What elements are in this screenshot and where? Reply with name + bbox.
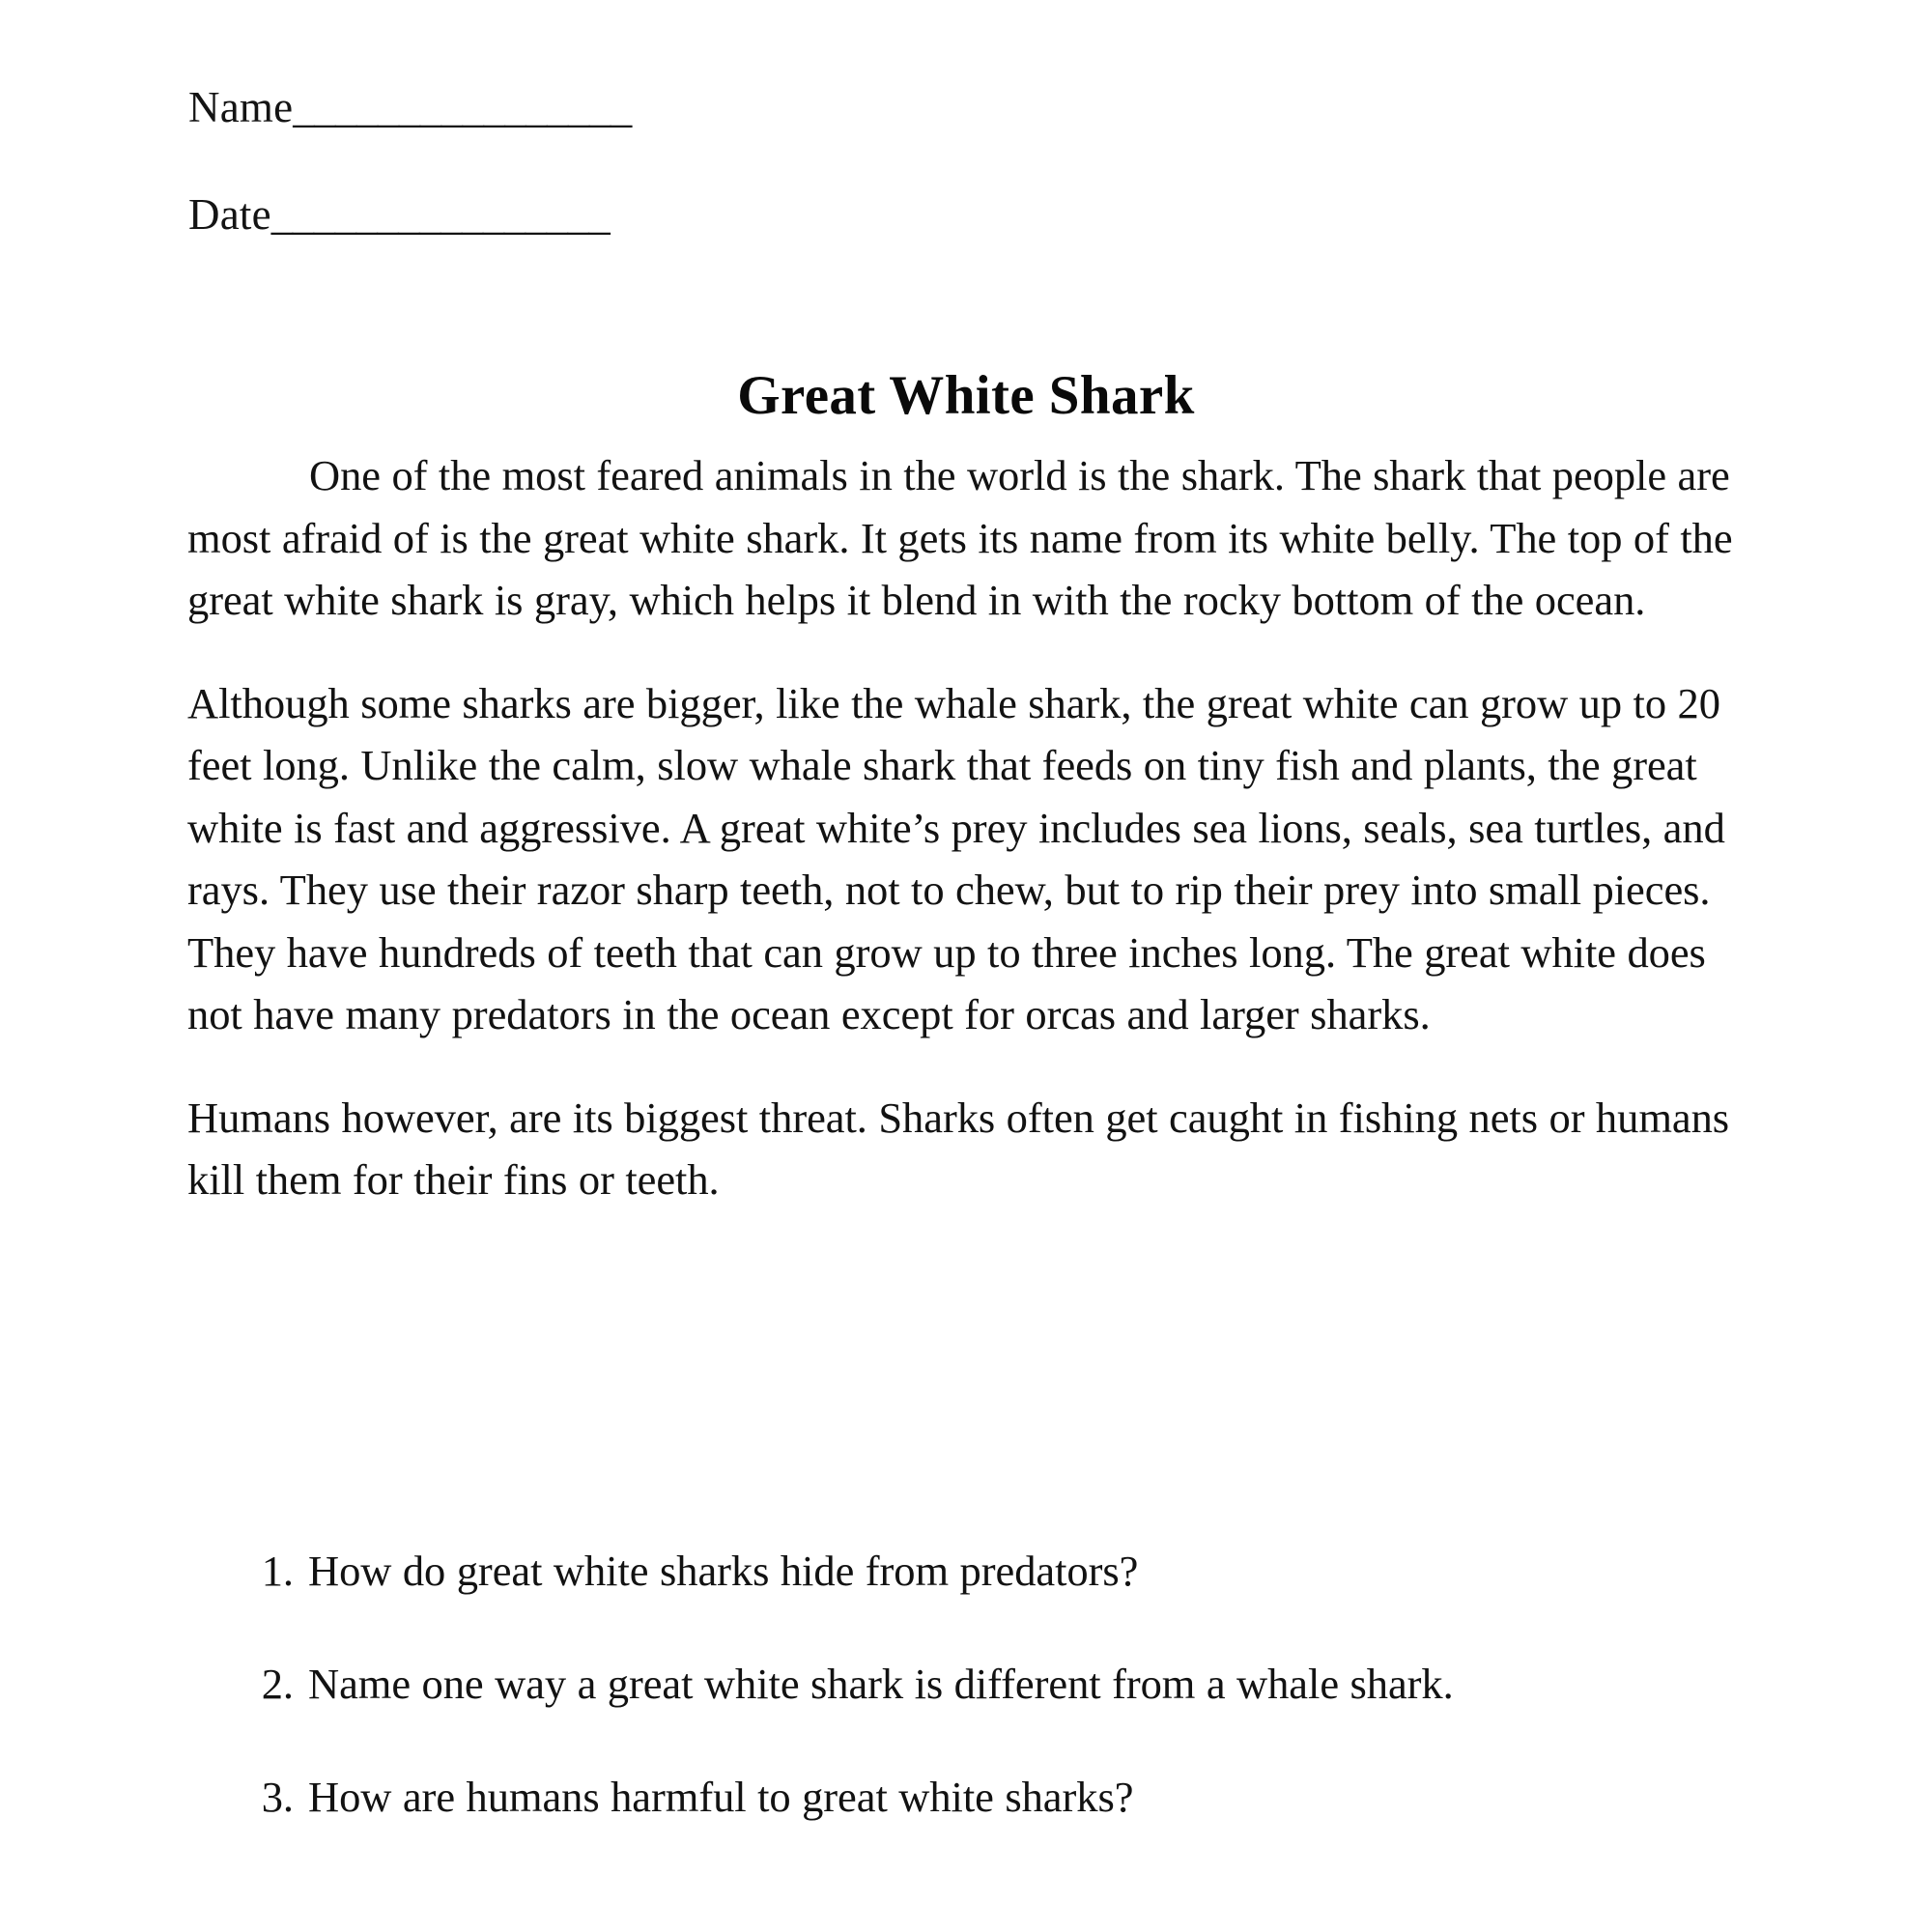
question-text: Name one way a great white shark is different from a whale shark. <box>308 1660 1454 1708</box>
name-label: Name <box>188 83 294 131</box>
list-item <box>187 1542 1830 1600</box>
question-text: How do great white sharks hide from predators? <box>308 1547 1139 1595</box>
question-list <box>187 1542 1830 1826</box>
student-info-block <box>188 83 1348 239</box>
question-text: How are humans harmful to great white sharks? <box>308 1773 1134 1821</box>
passage-paragraph-2: Although some sharks are bigger, like the whale shark, the great white can grow up to 20 feet long. Unlike the calm, slow whale shark that feeds on tiny fish and plants, the great white is fast and aggressive. A great white’s prey includes sea lions, seals, sea turtles, and rays. They use their razor sharp teeth, not to chew, but to rip their prey into small pieces. They have hundreds of teeth that can grow up to three inches long. The great white does not have many predators in the ocean except for orcas and larger sharks. <box>187 678 1725 1038</box>
date-field-row <box>188 190 1348 239</box>
question-number: 2. <box>261 1660 294 1708</box>
passage-body <box>187 444 1772 1211</box>
list-item <box>187 1768 1830 1826</box>
question-number: 3. <box>261 1773 294 1821</box>
name-field-row <box>188 83 1348 131</box>
name-blank-line[interactable]: ________________ <box>293 83 632 131</box>
list-item <box>187 1655 1830 1713</box>
passage-paragraph-1: One of the most feared animals in the world is the shark. The shark that people are most afraid of is the great white shark. It gets its name from its white belly. The top of the great white shark is gray, which helps it blend in with the rocky bottom of the ocean. <box>187 451 1733 624</box>
passage-paragraph-3: Humans however, are its biggest threat. Sharks often get caught in fishing nets or humans kill them for their fins or teeth. <box>187 1093 1730 1204</box>
question-number: 1. <box>261 1547 294 1595</box>
page-title: Great White Shark <box>737 365 1195 427</box>
date-label: Date <box>188 190 271 239</box>
date-blank-line[interactable]: ________________ <box>270 190 611 239</box>
